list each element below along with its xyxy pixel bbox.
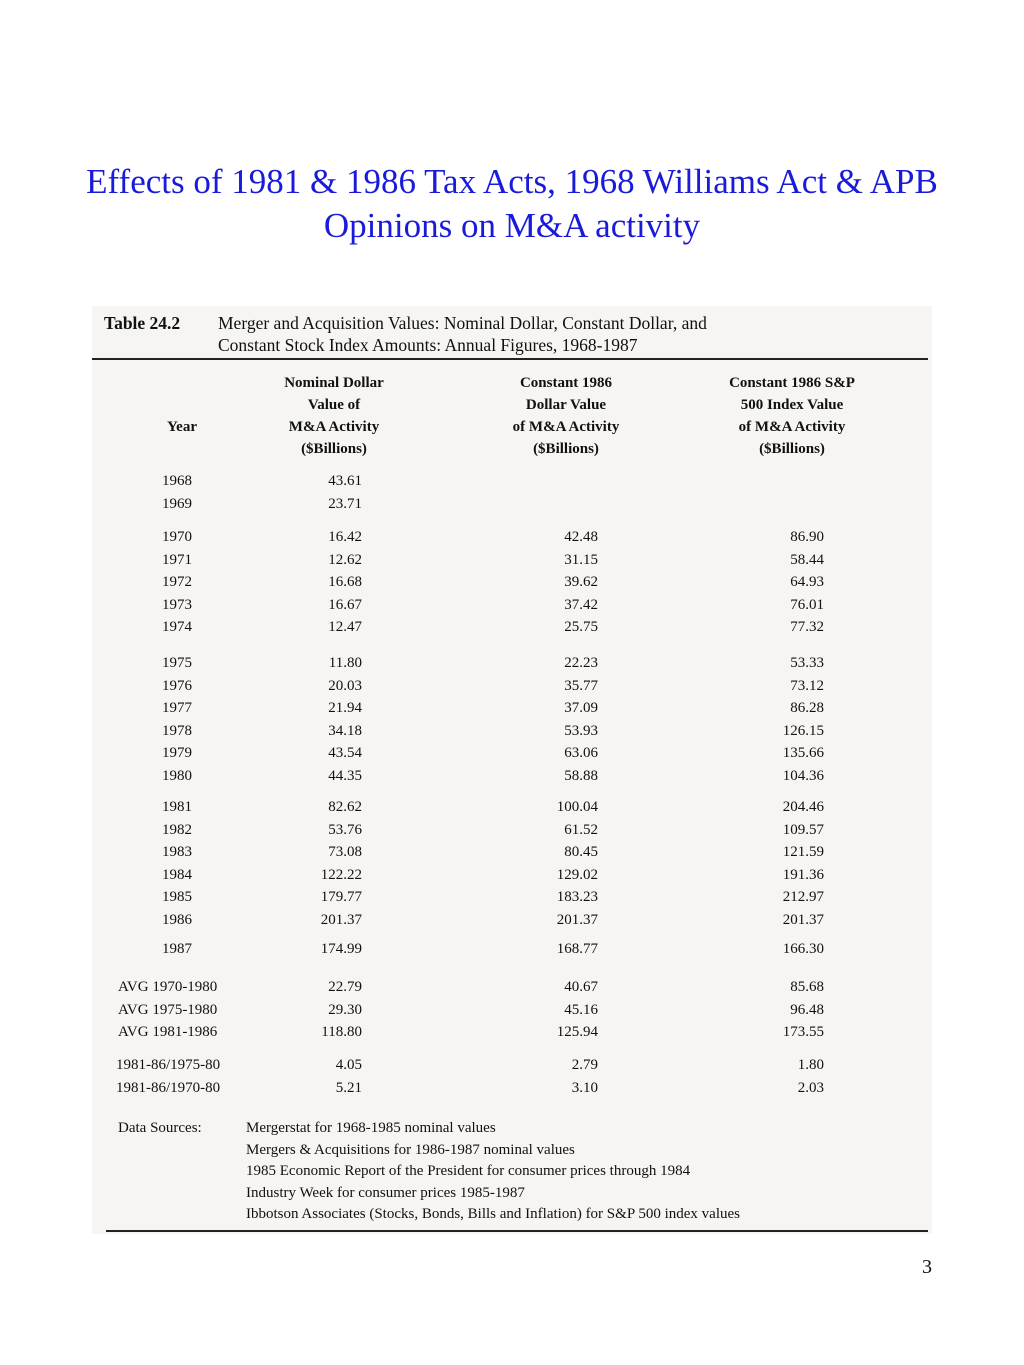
constant-index-cell: 58.44: [790, 551, 824, 568]
constant-index-cell: 204.46: [782, 799, 824, 815]
constant-dollar-cell: 80.45: [564, 844, 598, 860]
table-row: [92, 594, 932, 616]
constant-dollar-cell: 53.93: [564, 722, 598, 739]
header-year: Year: [167, 419, 197, 435]
table-row: [92, 1054, 932, 1076]
year-cell: 1985: [162, 889, 192, 905]
year-cell: 1973: [162, 596, 192, 613]
year-cell: 1976: [162, 677, 192, 694]
table-row: [92, 938, 932, 960]
constant-dollar-cell: 37.09: [564, 700, 598, 716]
year-cell: 1982: [162, 821, 192, 838]
year-cell: 1981-86/1970-80: [116, 1079, 221, 1096]
nominal-value-cell: 12.47: [328, 619, 362, 635]
nominal-value-cell: 44.35: [328, 767, 362, 784]
year-cell: 1983: [162, 844, 192, 860]
nominal-value-cell: 174.99: [320, 941, 362, 957]
year-cell: 1987: [162, 941, 192, 957]
year-cell: 1979: [162, 745, 192, 761]
table-row: [92, 886, 932, 908]
constant-index-cell: 86.28: [790, 700, 824, 716]
year-cell: 1972: [162, 574, 192, 590]
nominal-value-cell: 4.05: [335, 1057, 362, 1073]
table-row: [92, 1021, 932, 1043]
nominal-value-cell: 22.79: [328, 979, 362, 995]
year-cell: 1984: [162, 866, 192, 883]
table-row: [92, 616, 932, 638]
table-row: [92, 796, 932, 818]
nominal-value-cell: 29.30: [328, 1001, 362, 1018]
constant-index-cell: 86.90: [790, 529, 824, 545]
source-line: Mergers & Acquisitions for 1986-1987 nominal values: [246, 1141, 575, 1158]
nominal-value-cell: 201.37: [320, 911, 362, 928]
year-cell: 1977: [162, 700, 192, 716]
source-line: 1985 Economic Report of the President for consumer prices through 1984: [246, 1163, 691, 1179]
year-cell: 1975: [162, 655, 192, 671]
constant-dollar-cell: 22.23: [564, 655, 598, 671]
table-row: [92, 571, 932, 593]
constant-index-cell: 76.01: [790, 596, 824, 613]
page-number: 3: [922, 1256, 932, 1278]
nominal-value-cell: 20.03: [328, 677, 362, 694]
constant-dollar-cell: 201.37: [556, 911, 598, 928]
constant-dollar-cell: 2.79: [571, 1057, 598, 1073]
column-headers: [92, 372, 932, 460]
constant-dollar-cell: 25.75: [564, 619, 598, 635]
bottom-rule: [106, 1230, 928, 1232]
nominal-value-cell: 122.22: [320, 866, 362, 883]
table-row: [92, 864, 932, 886]
constant-index-cell: 77.32: [790, 619, 824, 635]
table-row: [92, 909, 932, 931]
constant-dollar-cell: 168.77: [556, 941, 598, 957]
table-row: [92, 720, 932, 742]
constant-index-cell: 96.48: [790, 1001, 824, 1018]
nominal-value-cell: 53.76: [328, 821, 362, 838]
constant-dollar-cell: 3.10: [571, 1079, 598, 1096]
nominal-value-cell: 179.77: [320, 889, 362, 905]
year-cell: 1978: [162, 722, 192, 739]
year-cell: 1986: [162, 911, 192, 928]
year-cell: 1968: [162, 473, 192, 489]
nominal-value-cell: 16.68: [328, 574, 362, 590]
constant-dollar-cell: 37.42: [564, 596, 598, 613]
nominal-value-cell: 11.80: [328, 655, 362, 671]
constant-index-cell: 104.36: [782, 767, 824, 784]
constant-dollar-cell: 40.67: [564, 979, 598, 995]
constant-dollar-cell: 61.52: [564, 821, 598, 838]
nominal-value-cell: 43.54: [328, 745, 362, 761]
nominal-value-cell: 43.61: [328, 473, 362, 489]
constant-index-cell: 85.68: [790, 979, 824, 995]
constant-index-cell: 1.80: [797, 1057, 824, 1073]
nominal-value-cell: 16.42: [328, 529, 362, 545]
constant-dollar-cell: 42.48: [564, 529, 598, 545]
table-row: [92, 470, 932, 492]
constant-index-cell: 121.59: [782, 844, 824, 860]
year-cell: 1981: [162, 799, 192, 815]
year-cell: AVG 1981-1986: [118, 1024, 218, 1040]
sources-label: Data Sources:: [118, 1120, 202, 1136]
table-row: [92, 765, 932, 787]
nominal-value-cell: 118.80: [321, 1024, 362, 1040]
year-cell: AVG 1970-1980: [118, 979, 218, 995]
constant-dollar-cell: 125.94: [556, 1024, 598, 1040]
nominal-value-cell: 23.71: [328, 495, 362, 512]
year-cell: 1970: [162, 529, 192, 545]
header-nominal: Nominal Dollar Value of M&A Activity ($Billions): [284, 375, 384, 457]
nominal-value-cell: 82.62: [328, 799, 362, 815]
table-row: [92, 999, 932, 1021]
table-row: [92, 549, 932, 571]
constant-dollar-cell: 39.62: [564, 574, 598, 590]
table-row: [92, 819, 932, 841]
constant-dollar-cell: 31.15: [564, 551, 598, 568]
constant-index-cell: 212.97: [782, 889, 824, 905]
table-row: [92, 697, 932, 719]
year-cell: 1980: [162, 767, 192, 784]
constant-dollar-cell: 100.04: [556, 799, 598, 815]
constant-index-cell: 64.93: [790, 574, 824, 590]
year-cell: AVG 1975-1980: [118, 1001, 218, 1018]
constant-index-cell: 135.66: [782, 745, 824, 761]
table-row: [92, 493, 932, 515]
top-rule: [92, 358, 928, 360]
year-cell: 1969: [162, 495, 192, 512]
constant-dollar-cell: 58.88: [564, 767, 598, 784]
table-row: [92, 526, 932, 548]
table-row: [92, 841, 932, 863]
header-constant-index: Constant 1986 S&P 500 Index Value of M&A Activity ($Billions): [729, 375, 855, 457]
source-line: Industry Week for consumer prices 1985-1987: [246, 1184, 525, 1201]
table-number: Table 24.2: [104, 313, 181, 333]
constant-index-cell: 201.37: [782, 911, 824, 928]
year-cell: 1971: [162, 551, 192, 568]
constant-index-cell: 173.55: [782, 1024, 824, 1040]
slide-title: Effects of 1981 & 1986 Tax Acts, 1968 Williams Act & APB Opinions on M&A activity: [86, 162, 938, 245]
constant-index-cell: 73.12: [790, 677, 824, 694]
year-cell: 1974: [162, 619, 192, 635]
table-row: [92, 976, 932, 998]
table-row: [92, 652, 932, 674]
constant-index-cell: 2.03: [797, 1079, 824, 1096]
header-constant-dollar: Constant 1986 Dollar Value of M&A Activity ($Billions): [512, 375, 620, 457]
constant-index-cell: 109.57: [782, 821, 824, 838]
constant-index-cell: 166.30: [782, 941, 824, 957]
table-row: [92, 742, 932, 764]
constant-dollar-cell: 183.23: [556, 889, 598, 905]
nominal-value-cell: 12.62: [328, 551, 362, 568]
constant-dollar-cell: 129.02: [556, 866, 598, 883]
caption-line-2: Constant Stock Index Amounts: Annual Figures, 1968-1987: [218, 335, 638, 355]
constant-dollar-cell: 45.16: [564, 1001, 598, 1018]
constant-dollar-cell: 63.06: [564, 745, 598, 761]
nominal-value-cell: 16.67: [328, 596, 362, 613]
constant-dollar-cell: 35.77: [564, 677, 598, 694]
nominal-value-cell: 34.18: [328, 722, 362, 739]
caption-line-1: Merger and Acquisition Values: Nominal Dollar, Constant Dollar, and: [218, 313, 707, 333]
source-line: Mergerstat for 1968-1985 nominal values: [246, 1120, 496, 1136]
year-cell: 1981-86/1975-80: [116, 1057, 221, 1073]
constant-index-cell: 53.33: [790, 655, 824, 671]
table-row: [92, 675, 932, 697]
nominal-value-cell: 73.08: [328, 844, 362, 860]
source-line: Ibbotson Associates (Stocks, Bonds, Bills and Inflation) for S&P 500 index values: [246, 1206, 740, 1222]
nominal-value-cell: 5.21: [335, 1079, 362, 1096]
table-image: [92, 306, 932, 1234]
table-row: [92, 1077, 932, 1099]
constant-index-cell: 191.36: [782, 866, 824, 883]
constant-index-cell: 126.15: [782, 722, 824, 739]
nominal-value-cell: 21.94: [328, 700, 362, 716]
